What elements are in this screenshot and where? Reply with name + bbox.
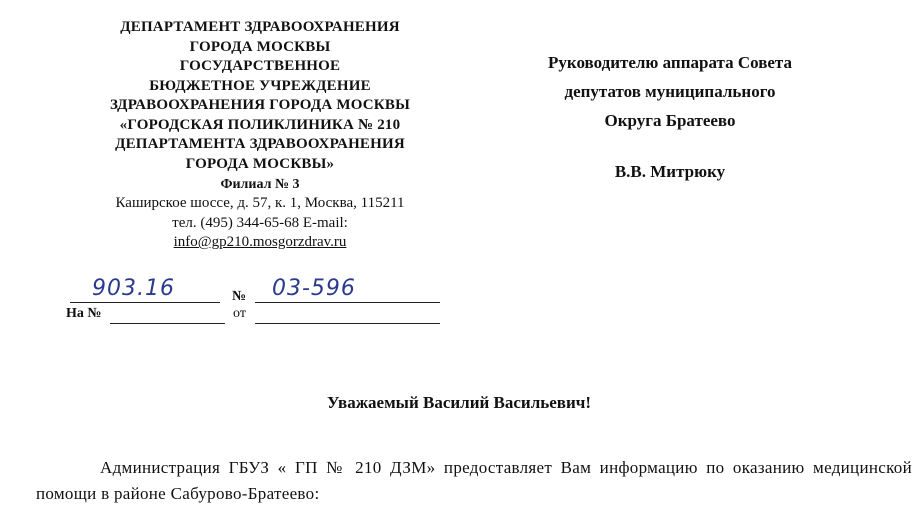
branch-label: Филиал № 3 — [220, 177, 300, 192]
greeting: Уважаемый Василий Васильевич! — [326, 393, 592, 412]
letterhead — [80, 18, 440, 253]
handwritten-number: 03-596 — [272, 276, 356, 301]
recipient-block — [520, 48, 820, 186]
letterhead-line: ЗДРАВООХРАНЕНИЯ ГОРОДА МОСКВЫ — [109, 97, 411, 113]
email-link[interactable]: info@gp210.mosgorzdrav.ru — [173, 234, 347, 250]
letterhead-line: БЮДЖЕТНОЕ УЧРЕЖДЕНИЕ — [149, 77, 371, 94]
reply-label: На № — [66, 306, 102, 321]
letterhead-line: ДЕПАРТАМЕНТ ЗДРАВООХРАНЕНИЯ — [120, 19, 400, 35]
letterhead-line: ДЕПАРТАМЕНТА ЗДРАВООХРАНЕНИЯ — [115, 136, 405, 152]
letterhead-line: ГОСУДАРСТВЕННОЕ — [179, 58, 341, 74]
phone-line: тел. (495) 344-65-68 E-mail: — [172, 214, 348, 231]
address: Каширское шоссе, д. 57, к. 1, Москва, 115211 — [115, 195, 405, 211]
body-paragraph: Администрация ГБУЗ « ГП № 210 ДЗМ» предоставляет Вам информацию по оказанию медицинской помощи в районе Сабурово-Братеево: — [36, 458, 912, 503]
reply-underline — [110, 323, 225, 324]
letterhead-line: ГОРОДА МОСКВЫ» — [185, 155, 335, 172]
number-underline — [255, 302, 440, 303]
letterhead-line: ГОРОДА МОСКВЫ — [189, 38, 331, 55]
handwritten-date: 903.16 — [92, 276, 175, 301]
date-underline — [70, 302, 220, 303]
from-underline — [255, 323, 440, 324]
number-label: № — [232, 289, 247, 304]
recipient-line: депутатов муниципального — [564, 82, 776, 101]
from-label: от — [233, 306, 246, 321]
recipient-name: В.В. Митрюку — [614, 162, 726, 181]
letterhead-line: «ГОРОДСКАЯ ПОЛИКЛИНИКА № 210 — [119, 116, 401, 133]
recipient-line: Руководителю аппарата Совета — [547, 53, 792, 72]
recipient-line: Округа Братеево — [604, 111, 736, 130]
